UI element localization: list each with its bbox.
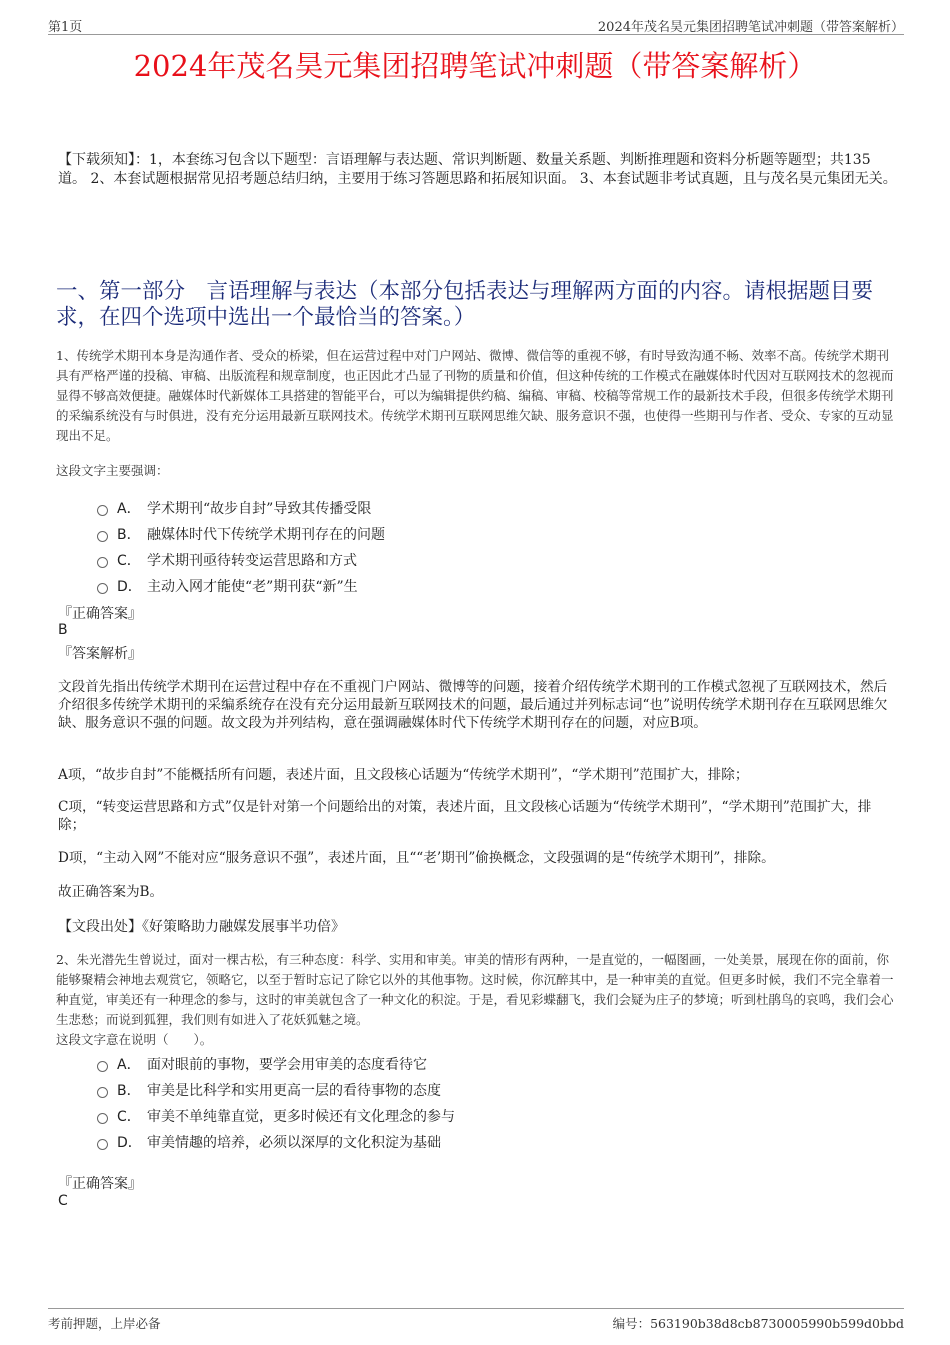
option-letter: D．: [117, 579, 142, 595]
section-heading: 一、第一部分 言语理解与表达（本部分包括表达与理解两方面的内容。请根据题目要求，在四个选项中选出一个最恰当的答案。）: [56, 279, 874, 330]
option-text: 融媒体时代下传统学术期刊存在的问题: [147, 527, 385, 543]
document-title: 2024年茂名昊元集团招聘笔试冲刺题（带答案解析）: [133, 49, 817, 83]
page-number: 第1页: [48, 20, 83, 35]
option-letter: C．: [117, 1109, 141, 1125]
q2-option-d[interactable]: [97, 1132, 441, 1152]
download-notice: 【下载须知】：1，本套练习包含以下题型：言语理解与表达题、常识判断题、数量关系题、判断推理题和资料分析题等题型；共135道。 2、本套试题根据常见招考题总结归纳，主要用于练习答题思路和拓展知识面。 3、本套试题非考试真题，且与茂名昊元集团无关。: [58, 152, 897, 187]
radio-icon[interactable]: [97, 1113, 108, 1124]
option-text: 学术期刊“故步自封”导致其传播受限: [147, 501, 372, 517]
radio-icon[interactable]: [97, 1087, 108, 1098]
answer-value: B: [58, 622, 68, 638]
question-1-prompt: 这段文字主要强调：: [56, 463, 169, 478]
radio-icon[interactable]: [97, 531, 108, 542]
option-text: 审美情趣的培养，必须以深厚的文化积淀为基础: [147, 1135, 441, 1151]
q2-option-a[interactable]: [97, 1054, 427, 1074]
q2-option-c[interactable]: [97, 1106, 455, 1126]
option-letter: A．: [117, 1057, 141, 1073]
option-text: 学术期刊亟待转变运营思路和方式: [147, 553, 357, 569]
analysis-paragraph: 文段首先指出传统学术期刊在运营过程中存在不重视门户网站、微博等的问题，接着介绍传统学术期刊的工作模式忽视了互联网技术，然后介绍很多传统学术期刊的采编系统存在没有充分运用最新互联网技术的问题，最后通过并列标志词“也”说明传统学术期刊存在互联网思维欠缺、服务意识不强的问题。故文段为并列结构，意在强调融媒体时代下传统学术期刊存在的问题，对应B项。: [58, 679, 888, 731]
option-text: 审美不单纯靠直觉，更多时候还有文化理念的参与: [147, 1109, 455, 1125]
option-text: 主动入网才能使“老”期刊获“新”生: [147, 579, 358, 595]
question-1-stem: 1、传统学术期刊本身是沟通作者、受众的桥梁，但在运营过程中对门户网站、微博、微信等的重视不够，有时导致沟通不畅、效率不高。传统学术期刊具有严格严谨的投稿、审稿、出版流程和规章制度，也正因此才凸显了刊物的质量和价值，但这种传统的工作模式在融媒体时代因对互联网技术的忽视而显得不够高效便捷。融媒体时代新媒体工具搭建的智能平台，可以为编辑提供约稿、编稿、审稿、校稿等常规工作的最新技术手段，但很多传统学术期刊的采编系统没有与时俱进，没有充分运用最新互联网技术。传统学术期刊互联网思维欠缺、服务意识不强，也使得一些期刊与作者、受众、专家的互动显现出不足。: [56, 348, 894, 443]
analysis-paragraph: 故正确答案为B。: [58, 884, 164, 900]
footer-slogan: 考前押题，上岸必备: [48, 1316, 161, 1331]
running-title: 2024年茂名昊元集团招聘笔试冲刺题（带答案解析）: [597, 20, 904, 35]
analysis-paragraph: C项，“转变运营思路和方式”仅是针对第一个问题给出的对策，表述片面，且文段核心话题为“传统学术期刊”，“学术期刊”范围扩大，排除；: [58, 799, 872, 833]
radio-icon[interactable]: [97, 583, 108, 594]
document-id: 编号：563190b38d8cb8730005990b599d0bbd: [612, 1316, 904, 1331]
radio-icon[interactable]: [97, 1061, 108, 1072]
option-text: 审美是比科学和实用更高一层的看待事物的态度: [147, 1083, 441, 1099]
analysis-label: 『答案解析』: [58, 646, 142, 662]
option-letter: D．: [117, 1135, 142, 1151]
answer-label: 『正确答案』: [58, 1176, 142, 1192]
question-2-prompt: 这段文字意在说明（ ）。: [56, 1032, 213, 1047]
q1-option-d[interactable]: [97, 576, 358, 596]
q1-option-c[interactable]: [97, 550, 357, 570]
question-2-stem: 2、朱光潜先生曾说过，面对一棵古松，有三种态度：科学、实用和审美。审美的情形有两种，一是直觉的，一幅图画，一处美景，展现在你的面前，你能够聚精会神地去观赏它，领略它，以至于暂时忘记了除它以外的其他事物。这时候，你沉醉其中，是一种审美的直觉。但更多时候，我们不完全靠着一种直觉，审美还有一种理念的参与，这时的审美就包含了一种文化的积淀。于是，看见彩蝶翻飞，我们会疑为庄子的梦境；听到杜鹃鸟的哀鸣，我们会心生悲愁；而说到狐狸，我们则有如进入了花妖狐魅之境。: [56, 952, 894, 1027]
source-citation: 【文段出处】《好策略助力融媒发展事半功倍》: [58, 919, 345, 935]
q2-option-b[interactable]: [97, 1080, 441, 1100]
answer-label: 『正确答案』: [58, 606, 142, 622]
analysis-paragraph: A项，“故步自封”不能概括所有问题，表述片面，且文段核心话题为“传统学术期刊”，“学术期刊”范围扩大，排除；: [58, 767, 749, 783]
option-text: 面对眼前的事物，要学会用审美的态度看待它: [147, 1057, 427, 1073]
analysis-paragraph: D项，“主动入网”不能对应“服务意识不强”，表述片面，且““老’期刊”偷换概念，文段强调的是“传统学术期刊”，排除。: [58, 850, 775, 866]
footer-divider: [48, 1308, 904, 1309]
q1-option-a[interactable]: [97, 498, 371, 518]
answer-value: C: [58, 1193, 68, 1209]
option-letter: C．: [117, 553, 141, 569]
option-letter: A．: [117, 501, 141, 517]
option-letter: B．: [117, 1083, 141, 1099]
radio-icon[interactable]: [97, 1139, 108, 1150]
radio-icon[interactable]: [97, 505, 108, 516]
radio-icon[interactable]: [97, 557, 108, 568]
option-letter: B．: [117, 527, 141, 543]
header-divider: [48, 34, 904, 35]
q1-option-b[interactable]: [97, 524, 385, 544]
